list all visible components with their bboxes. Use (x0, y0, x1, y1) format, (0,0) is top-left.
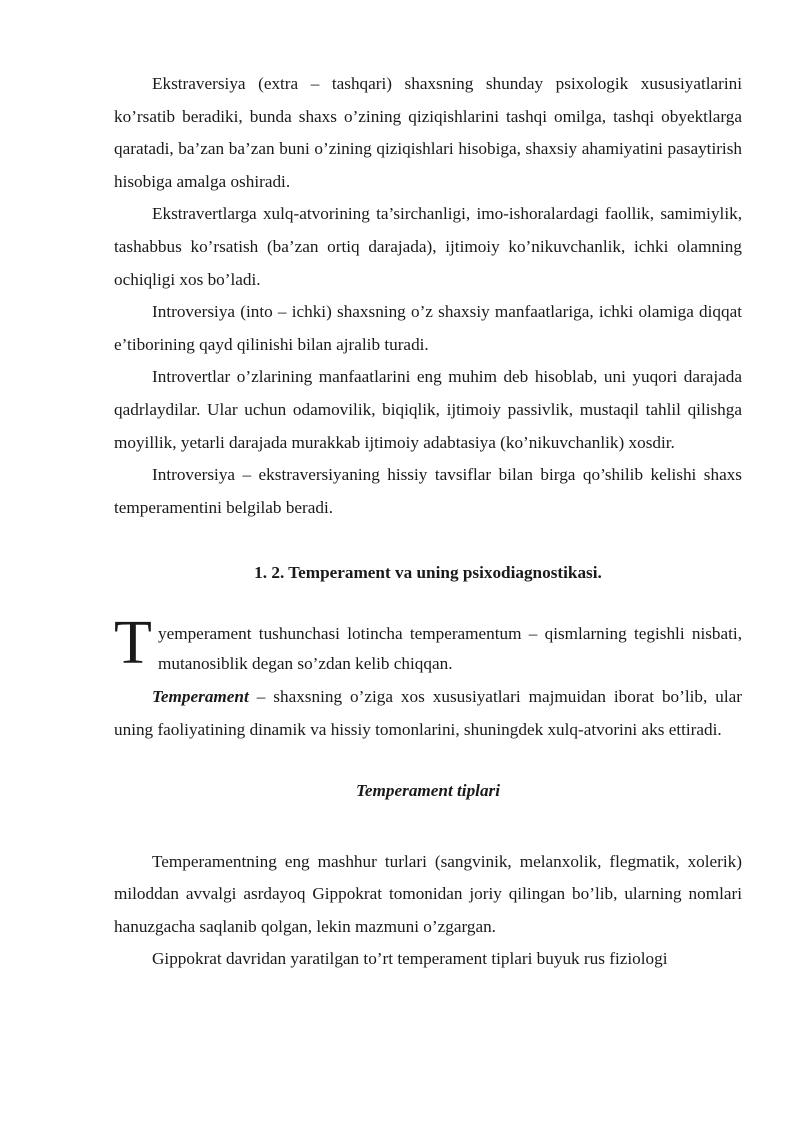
definition-term: Temperament (152, 686, 249, 706)
document-page (114, 68, 742, 976)
section-heading: 1. 2. Temperament va uning psixodiagnostikasi. (254, 563, 602, 583)
subheading: Temperament tiplari (355, 781, 501, 801)
dropcap-text: yemperament tushunchasi lotincha temperamentum – qismlarning tegishli nisbati, mutanosiblik degan so’zdan kelib chiqqan. (158, 623, 742, 673)
paragraph-introversion: Introversiya (into – ichki) shaxsning o’z shaxsiy manfaatlariga, ichki olamiga diqqat e’tiborining qayd qilinishi bilan ajralib turadi. (114, 302, 742, 354)
drop-cap-letter: T (114, 608, 152, 677)
paragraph-extraversion: Ekstraversiya (extra – tashqari) shaxsning shunday psixologik xususiyatlarini ko’rsatib beradiki, bunda shaxs o’zining qiziqishlarini tashqi omilga, tashqi obyektlarga qaratadi, ba’zan ba’zan buni o’zining qiziqishlari hisobiga, shaxsiy ahamiyatini pasaytirish hisobiga amalga oshiradi. (114, 74, 742, 191)
paragraph-dropcap (114, 608, 742, 679)
paragraph-hippocrates: Gippokrat davridan yaratilgan to’rt temperament tiplari buyuk rus fiziologi (152, 949, 668, 969)
paragraph-types: Temperamentning eng mashhur turlari (sangvinik, melanxolik, flegmatik, xolerik) miloddan avvalgi asrdayoq Gippokrat tomonidan joriy qilingan bo’lib, ularning nomlari hanuzgacha saqlanib qolgan, lekin mazmuni o’zgargan. (114, 851, 742, 936)
definition-text: – shaxsning o’ziga xos xususiyatlari majmuidan iborat bo’lib, ular uning faoliyatining dinamik va hissiy tomonlarini, shuningdek xulq-atvorini aks ettiradi. (114, 686, 742, 739)
paragraph-definition (114, 681, 742, 746)
paragraph-extraverts: Ekstravertlarga xulq-atvorining ta’sirchanligi, imo-ishoralardagi faollik, samimiylik, tashabbus ko’rsatish (ba’zan ortiq darajada), ijtimoiy ko’nikuvchanlik, ichki olamning ochiqligi xos bo’ladi. (114, 204, 742, 289)
paragraph-introverts: Introvertlar o’zlarining manfaatlarini eng muhim deb hisoblab, uni yuqori darajada qadrlaydilar. Ular uchun odamovilik, biqiqlik, ijtimoiy passivlik, mustaqil tahlil qilishga moyillik, yetarli darajada murakkab ijtimoiy adabtasiya (ko’nikuvchanlik) xosdir. (114, 367, 742, 452)
paragraph-combination: Introversiya – ekstraversiyaning hissiy tavsiflar bilan birga qo’shilib kelishi shaxs temperamentini belgilab beradi. (114, 465, 742, 517)
